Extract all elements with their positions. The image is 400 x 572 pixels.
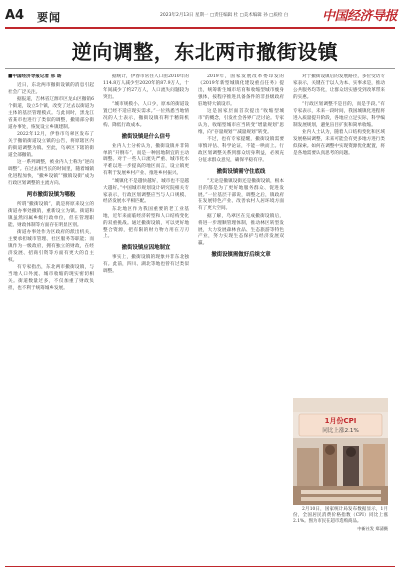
paragraph: “无论是撤镇设街还是撤街设镇，根本目的都是为了更好地服务群众、促进发展。”一位基层干部说，调整之后，镇政府在发展特色产业、改善农村人居环境方面有了更大空间。 <box>198 178 284 212</box>
paragraph: 近日，东北两市撤街设镇的消息引起社会广泛关注。 <box>8 82 94 95</box>
paragraph: 这一系列调整，被业内人士称为“逆向调整”。在过去相当长的时间里，随着城镇化进程加快，“撤乡设镇”“撤镇设街”成为行政区划调整的主流方向。 <box>8 160 94 187</box>
paragraph: 业内人士分析认为，撤街设镇并非简单的“开倒车”，而是一种因地制宜的主动调整。对于一些人口流失严重、城市化水平难以进一步提高的地区而言，设立镇更有利于发展乡村产业、推进乡村振兴。 <box>103 143 189 177</box>
article-column-2 <box>103 74 189 562</box>
paragraph: 有专家指出，东北两市撤街设镇，与当地人口外流、城市收缩的现实密切相关。街道数量过多，不仅加重了财政负担，也不利于统筹城乡发展。 <box>8 265 94 291</box>
photo-sign-value: 同比上涨2.1% <box>322 428 359 434</box>
paragraph: 对于撤街设镇后的发展路径，多位受访专家表示，关键在于以人为本、实事求是，推动公共服务均等化，让群众切实感受到改革带来的实惠。 <box>293 74 385 100</box>
bottom-rule <box>5 566 395 567</box>
subheading: 撤街设镇需做好后续文章 <box>211 252 271 259</box>
caption-text: 2月10日，国家统计局发布数据显示，1月份，全国居民消费价格指数（CPI）同比上涨2.1%。图为市民在超市选购商品。 <box>293 507 388 524</box>
headline-rule <box>5 68 395 69</box>
subheading: 撤街设镇是什么信号 <box>121 133 171 140</box>
photo-credit: 中新社发 郑清摄 <box>357 526 388 531</box>
subheading: 撤街设镇需守住底线 <box>216 168 266 175</box>
top-rule <box>5 27 395 29</box>
article-column-3 <box>198 74 284 562</box>
newspaper-logo: 中国经济导报 <box>322 9 398 24</box>
paragraph: 街道办事处作为区政府的派出机关，主要承担城市管理、社区服务等职能；而镇作为一级政府，拥有独立的财政，在经济发展、招商引资等方面有更大的自主权。 <box>8 230 94 263</box>
paragraph: 2019年，国家发展改革委印发的《2019年新型城镇化建设重点任务》提出，统筹新生城市培育和收缩型城市瘦身强体，按程序推进具备条件的非县级政府驻地特大镇设市。 <box>198 74 284 107</box>
issue-line: 2023年2月13日 星期一 □责任编辑 杜 □美术编辑 孙 □质检 白 <box>160 13 289 18</box>
paragraph: 2022年12月，伊春市乌翠区发布了关于撤销街道设立镇的公告，将原辖区内的街道调整为镇。至此，乌翠区下辖的街道全部撤销。 <box>8 132 94 158</box>
paragraph: 业内人士认为，随着人口结构变化和区域发展格局调整，未来可能会有更多地方进行类似探索。如何在调整中实现资源优化配置，将是各地需要认真思考的问题。 <box>293 130 385 156</box>
masthead <box>0 0 400 28</box>
paragraph: 据统计，伊春市常住人口由2010年的114.8万人减少至2020年的87.9万人，十年间减少了约27万人，人口流失问题较为突出。 <box>103 74 189 100</box>
supermarket-photo <box>293 398 388 505</box>
byline: ■中国经济导报记者 邢 旸 <box>8 74 62 79</box>
news-photo <box>293 398 388 505</box>
paragraph: “行政区划调整不是目的，而是手段。”有专家表示，未来一段时间，我国城镇化进程将进入质量提升阶段，各地应立足实际，科学编制发展规划，避免盲目扩张和简单收缩。 <box>293 102 385 128</box>
paragraph: 据了解，乌翠区在完成撤街设镇后，将进一步理顺管理体制，推动林区转型发展，大力发展森林食品、生态旅游等特色产业，努力实现生态保护与经济发展双赢。 <box>198 213 284 247</box>
section-name: 要闻 <box>37 11 61 24</box>
article-column-4 <box>293 74 385 396</box>
photo-sign-label: 1月份CPI <box>324 417 357 425</box>
paragraph: 这是国家层面首次提出“收缩型城市”的概念，引发社会各界广泛讨论。专家认为，收缩型城市应当转变“增量规划”思维，向“存量规划”“减量规划”转变。 <box>198 109 284 135</box>
page-number: A4 <box>5 8 25 23</box>
paragraph: “城市规模小、人口少，原本的街道设置已经不适应现实需求。”一位熟悉当地情况的人士表示，撤街设镇有利于精简机构、降低行政成本。 <box>103 102 189 128</box>
article-column-1 <box>8 74 94 562</box>
paragraph: 所谓“撤街设镇”，就是将原来设立的街道办事处撤销，重新设立为镇。街道和镇虽然同属乡级行政单位，但在管理职能、财政体制等方面存在明显区别。 <box>8 201 94 228</box>
paragraph: 东北地区作为我国重要的老工业基地，近年来面临经济转型和人口结构变化的双重挑战。通过撤街设镇，可以更好地整合资源，把有限的财力物力用在刀刃上。 <box>103 206 189 240</box>
paragraph: “城镇化不是越快越好，城市也不是越大越好。”中国城市规划设计研究院相关专家表示，行政区划调整应当与人口规模、经济发展水平相匹配。 <box>103 178 189 205</box>
subheading: 两市撤街设镇为哪般 <box>26 192 76 198</box>
paragraph: 据报道，吉林省辽源市区龙山区撤销6个街道，设立5个镇，改变了过去以街道为主体的基层管理模式。与此同时，黑龙江省某市也进行了类似的调整，撤销部分街道办事处，恢复设立乡镇建制。 <box>8 97 94 130</box>
paragraph: 不过，也有专家提醒，撤街设镇需要审慎评估、科学论证，不能一哄而上。行政区划调整关系到群众切身利益，必须充分征求群众意见，确保平稳有序。 <box>198 137 284 163</box>
photo-caption <box>293 507 388 532</box>
headline: 逆向调整，东北两市撤街设镇 <box>71 40 339 64</box>
subheading: 撤街设镇应因地制宜 <box>121 245 171 252</box>
paragraph: 事实上，撤街设镇的现象并非东北独有。此前，四川、湖北等地也曾有过类似调整。 <box>103 255 189 275</box>
